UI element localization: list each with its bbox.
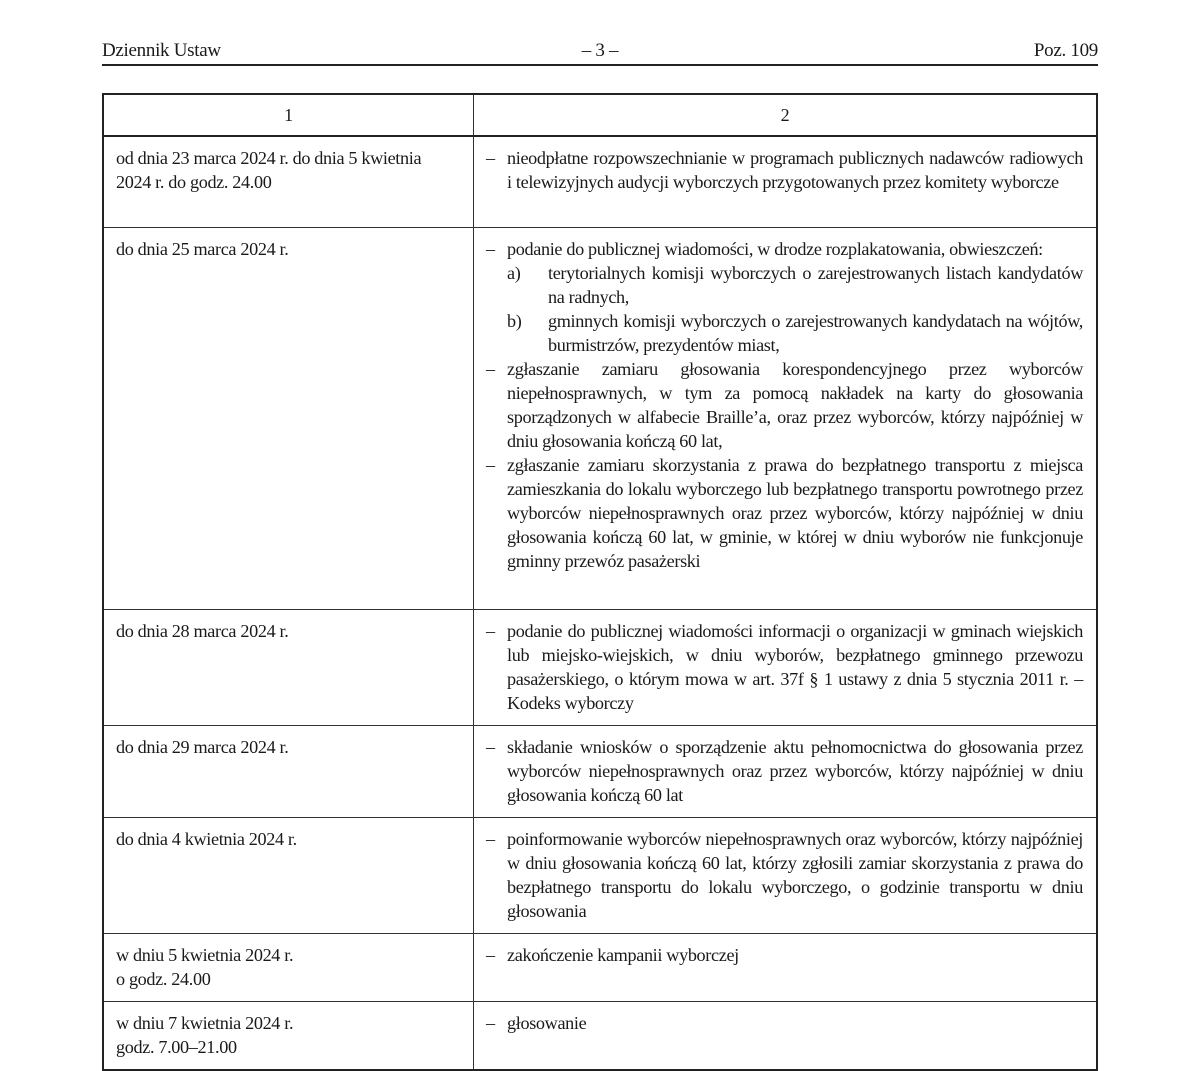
date-line: w dniu 7 kwietnia 2024 r.: [116, 1013, 294, 1033]
table-row: [103, 136, 1097, 228]
date-line: 2024 r. do godz. 24.00: [116, 172, 272, 192]
sub-item-text: terytorialnych komisji wyborczych o zarejestrowanych listach kandydatów na radnych,: [548, 263, 1083, 307]
activity-item: [486, 357, 1083, 453]
date-cell: [103, 934, 474, 1002]
activity-text: składanie wniosków o sporządzenie aktu pełnomocnictwa do głosowania przez wyborców niepełnosprawnych oraz przez wyborców, którzy najpóźniej w dniu głosowania kończą 60 lat: [507, 737, 1083, 805]
activity-text: zakończenie kampanii wyborczej: [507, 945, 739, 965]
table-row: [103, 818, 1097, 934]
activity-cell: [474, 1002, 1098, 1071]
date-cell: [103, 726, 474, 818]
activity-text: nieodpłatne rozpowszechnianie w programach publicznych nadawców radiowych i telewizyjnych audycji wyborczych przygotowanych przez komitety wyborcze: [507, 148, 1083, 192]
position-number: Poz. 109: [1033, 40, 1098, 61]
activity-cell: [474, 610, 1098, 726]
dash-bullet: –: [486, 148, 495, 168]
date-cell: [103, 136, 474, 228]
activity-item: [486, 943, 1083, 967]
activity-item: [486, 735, 1083, 807]
activity-text: zgłaszanie zamiaru głosowania korespondencyjnego przez wyborców niepełnosprawnych, w tym za pomocą nakładek na karty do głosowania sporządzonych w alfabecie Braille’a, oraz przez wyborców, którzy najpóźniej w dniu głosowania kończą 60 lat,: [507, 359, 1083, 451]
activity-cell: [474, 934, 1098, 1002]
column-header-1: 1: [103, 94, 474, 136]
activity-text: zgłaszanie zamiaru skorzystania z prawa do bezpłatnego transportu z miejsca zamieszkania do lokalu wyborczego lub bezpłatnego transportu powrotnego przez wyborców niepełnosprawnych oraz przez wyborców, którzy najpóźniej w dniu głosowania kończą 60 lat, w gminie, w której w dniu wyborów nie funkcjonuje gminny przewóz pasażerski: [507, 455, 1083, 571]
activity-text: podanie do publicznej wiadomości informacji o organizacji w gminach wiejskich lub miejsko-wiejskich, w dniu wyborów, bezpłatnego gminnego przewozu pasażerskiego, o którym mowa w art. 37f § 1 ustawy z dnia 5 stycznia 2011 r. – Kodeks wyborczy: [507, 621, 1083, 713]
dash-bullet: –: [486, 455, 495, 475]
page-header: [102, 38, 1098, 66]
activity-cell: [474, 228, 1098, 610]
activity-cell: [474, 136, 1098, 228]
dash-bullet: –: [486, 239, 495, 259]
activity-item: [486, 453, 1083, 573]
date-line: w dniu 5 kwietnia 2024 r.: [116, 945, 294, 965]
date-line: do dnia 4 kwietnia 2024 r.: [116, 829, 297, 849]
date-line: do dnia 29 marca 2024 r.: [116, 737, 289, 757]
table-header-row: [103, 94, 1097, 136]
date-line: o godz. 24.00: [116, 969, 211, 989]
journal-title: Dziennik Ustaw: [102, 40, 221, 61]
dash-bullet: –: [486, 1013, 495, 1033]
activity-cell: [474, 726, 1098, 818]
activity-text: głosowanie: [507, 1013, 587, 1033]
sub-item-text: gminnych komisji wyborczych o zarejestrowanych kandydatach na wójtów, burmistrzów, prezydentów miast,: [548, 311, 1083, 355]
activity-item: [486, 827, 1083, 923]
dash-bullet: –: [486, 829, 495, 849]
activity-text: poinformowanie wyborców niepełnosprawnych oraz wyborców, którzy najpóźniej w dniu głosowania kończą 60 lat, którzy zgłosili zamiar skorzystania z prawa do bezpłatnego transportu do lokalu wyborczego, o godzinie transportu w dniu głosowania: [507, 829, 1083, 921]
table-row: [103, 934, 1097, 1002]
dash-bullet: –: [486, 359, 495, 379]
activity-item: [486, 619, 1083, 715]
table-row: [103, 228, 1097, 610]
activity-item: [486, 237, 1083, 357]
sub-item-label: a): [507, 263, 521, 283]
date-cell: [103, 610, 474, 726]
date-cell: [103, 818, 474, 934]
date-cell: [103, 1002, 474, 1071]
sub-item-label: b): [507, 311, 522, 331]
activity-item: [486, 1011, 1083, 1035]
activity-text: podanie do publicznej wiadomości, w drodze rozplakatowania, obwieszczeń:: [507, 239, 1043, 259]
sub-item: [507, 261, 1083, 309]
activity-item: [486, 146, 1083, 194]
dash-bullet: –: [486, 621, 495, 641]
sub-item: [507, 309, 1083, 357]
date-line: do dnia 28 marca 2024 r.: [116, 621, 289, 641]
page-number: – 3 –: [581, 40, 619, 61]
column-header-2: 2: [474, 94, 1098, 136]
election-calendar-table: [102, 93, 1098, 1071]
date-cell: [103, 228, 474, 610]
table-row: [103, 1002, 1097, 1071]
date-line: od dnia 23 marca 2024 r. do dnia 5 kwietnia: [116, 148, 422, 168]
date-line: godz. 7.00–21.00: [116, 1037, 237, 1057]
table-row: [103, 726, 1097, 818]
dash-bullet: –: [486, 737, 495, 757]
date-line: do dnia 25 marca 2024 r.: [116, 239, 289, 259]
activity-cell: [474, 818, 1098, 934]
dash-bullet: –: [486, 945, 495, 965]
table-row: [103, 610, 1097, 726]
